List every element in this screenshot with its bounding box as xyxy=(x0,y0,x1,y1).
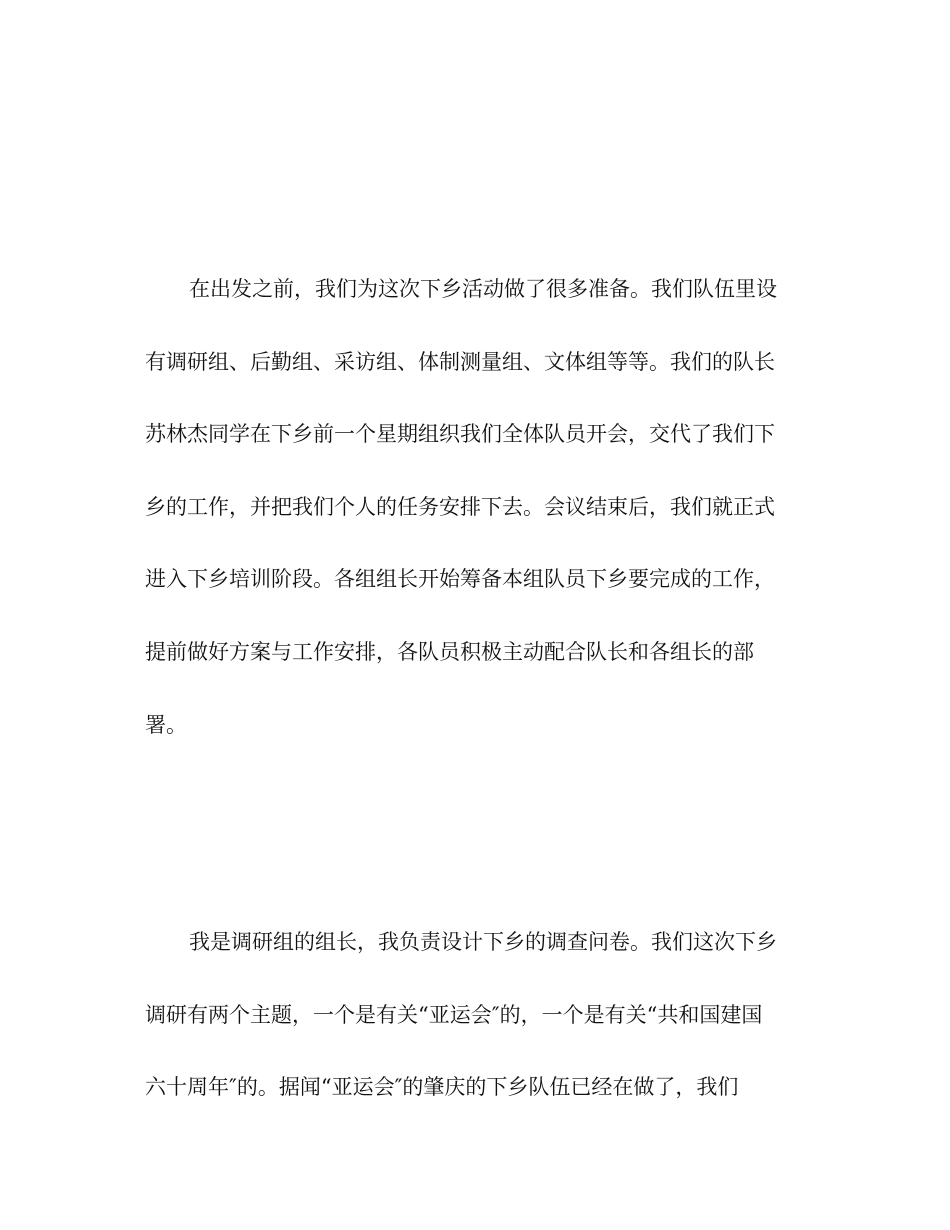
text-line: 在出发之前，我们为这次下乡活动做了很多准备。我们队伍里设 xyxy=(189,277,777,301)
text-line: 六十周年″的。据闻“亚运会″的肇庆的下乡队伍已经在做了，我们 xyxy=(145,1075,739,1100)
text-line: 我是调研组的组长，我负责设计下乡的调查问卷。我们这次下乡 xyxy=(189,930,777,954)
text-line: 进入下乡培训阶段。各组组长开始筹备本组队员下乡要完成的工作， xyxy=(145,567,775,592)
paragraph-preparation xyxy=(145,253,805,761)
paragraph-survey xyxy=(145,906,805,1124)
text-line: 有调研组、后勤组、采访组、体制测量组、文体组等等。我们的队长 xyxy=(145,349,775,374)
text-line: 调研有两个主题，一个是有关“亚运会″的，一个是有关“共和国建国 xyxy=(145,1002,763,1027)
text-line: 苏林杰同学在下乡前一个星期组织我们全体队员开会，交代了我们下 xyxy=(145,422,775,447)
text-line: 提前做好方案与工作安排，各队员积极主动配合队长和各组长的部 xyxy=(145,639,754,664)
text-line: 乡的工作，并把我们个人的任务安排下去。会议结束后，我们就正式 xyxy=(145,494,775,519)
text-line: 署。 xyxy=(145,712,187,737)
